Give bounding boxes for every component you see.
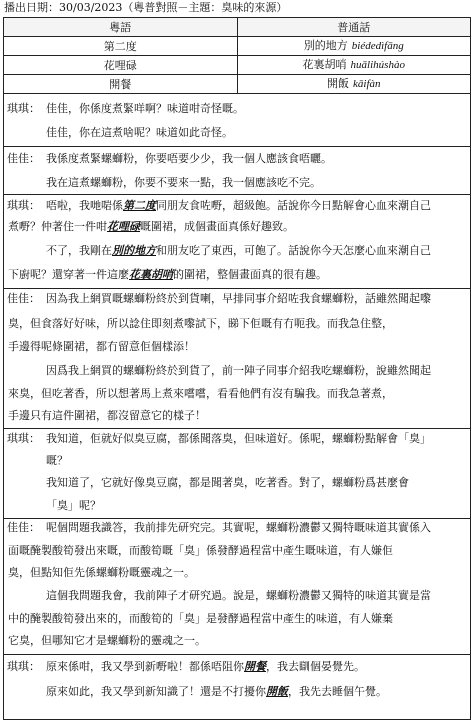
dialogue-line-cantonese: 呢個問題我識答，我前排先研究完。其實呢，螺螄粉濃鬱又獨特嘅味道其實係入 [46, 521, 431, 534]
dialogue-line-cantonese: 臭，但點知佢先係螺螄粉嘅靈魂之一。 [8, 566, 195, 579]
turn-divider [3, 288, 471, 289]
dialogue-line-mandarin: 它臭，但哪知它才是螺螄粉的靈魂之一。 [8, 634, 206, 647]
dialogue-frame-right [470, 94, 471, 720]
vocab-cantonese: 花哩碌 [4, 56, 238, 75]
vocab-header-row [4, 18, 471, 37]
dialogue-line-mandarin: 這個我問題我會，我前陣子才研究過。說是，螺螄粉濃鬱又獨特的味道其實是當 [46, 589, 431, 602]
turn-divider [3, 654, 471, 655]
vocab-mandarin: 花裏胡哨 huālihúshào [237, 56, 471, 75]
dialogue-line-cantonese: 因為我上網買嘅螺螄粉終於到貨喇，早排同事介紹咗我食螺螄粉，話雖然聞起嚟 [46, 292, 431, 305]
vocab-row [4, 37, 471, 56]
dialogue-line-mandarin: 因爲我上網買的螺螄粉終於到貨了，前一陣子同事介紹我吃螺螄粉，說雖然聞起 [46, 364, 431, 377]
dialogue-line-mandarin: 我知道了，它就好像臭豆腐，都是聞著臭，吃著香。對了，螺螄粉爲甚麼會 [46, 476, 409, 489]
pinyin: kāifàn [353, 78, 381, 90]
dialogue-line-mandarin: 「臭」呢？ [46, 499, 101, 512]
turn-divider [3, 428, 471, 429]
dialogue-line-cantonese: 煮嘢？仲著住一件咁花哩碌嘅圍裙，成個畫面真係好趣致。 [8, 220, 294, 233]
speaker-label: 琪琪： [7, 199, 40, 212]
dialogue-line-mandarin: 我在這煮螺螄粉，你要不要來一點，我一個應該吃不完。 [46, 176, 321, 189]
turn-divider [3, 518, 471, 519]
dialogue-line-cantonese: 佳佳，你係度煮緊咩啊？味道咁奇怪嘅。 [46, 102, 244, 115]
col-cantonese: 粵語 [4, 18, 238, 37]
dialogue-line-cantonese: 臭，但食落好好味，所以諗住即刻煮嚟試下，睇下佢嘅有冇呃我。而我急住整， [8, 317, 393, 330]
vocabulary-table [3, 17, 471, 94]
dialogue-line-mandarin: 來臭，但吃著香，所以想著馬上煮來嚐嚐，看看他們有沒有騙我。而我急著煮， [8, 387, 393, 400]
dialogue-line-cantonese: 面嘅醃製酸筍發出來嘅，而酸筍嘅「臭」係發酵過程當中產生嘅味道，有人嫌佢 [8, 544, 393, 557]
dialogue-line-mandarin: 原來如此，我又學到新知識了！還是不打擾你開飯，我先去睡個午覺。 [46, 685, 387, 698]
speaker-label: 佳佳： [7, 521, 40, 534]
dialogue-line-cantonese: 唔啦，我哋啱係第二度同朋友食咗嘢，超級飽。話說你今日點解會心血來潮自己 [46, 199, 431, 212]
vocab-row [4, 75, 471, 94]
bottom-border [3, 719, 471, 720]
vocab-cantonese: 第二度 [4, 37, 238, 56]
speaker-label: 佳佳： [7, 292, 40, 305]
col-mandarin: 普通話 [237, 18, 471, 37]
dialogue-line-mandarin: 不了，我剛在別的地方和朋友吃了東西，可飽了。話說你今天怎麼心血來潮自己 [46, 244, 431, 257]
turn-divider [3, 146, 471, 147]
dialogue-line-mandarin: 佳佳，你在這煮啥呢？味道如此奇怪。 [46, 126, 233, 139]
turn-divider [3, 194, 471, 195]
dialogue-line-cantonese: 我知道，佢就好似臭豆腐，都係聞落臭，但味道好。係呢，螺螄粉點解會「臭」 [46, 432, 431, 445]
highlighted-term: 花哩碌 [107, 220, 140, 233]
dialogue-line-cantonese: 嘅？ [46, 454, 68, 467]
pinyin: huālihúshào [350, 59, 405, 71]
highlighted-term: 花裏胡哨 [129, 268, 173, 281]
dialogue-line-cantonese: 手邊得呢條圍裙，都冇留意佢個樣添！ [8, 340, 195, 353]
speaker-label: 琪琪： [7, 432, 40, 445]
pinyin: biédedìfāng [351, 40, 404, 52]
dialogue-line-cantonese: 原來係咁，我又學到新嘢啦！都係唔阻你開餐，我去瞓個晏覺先。 [46, 660, 365, 673]
broadcast-date-header: 播出日期：30/03/2023（粵普對照－主題：臭味的來源） [4, 1, 288, 14]
highlighted-term: 別的地方 [112, 244, 156, 257]
dialogue-line-mandarin: 手邊只有這件圍裙，都沒留意它的樣子！ [8, 409, 206, 422]
highlighted-term: 開飯 [266, 685, 288, 698]
speaker-label: 琪琪： [7, 660, 40, 673]
vocab-mandarin: 別的地方 biédedìfāng [237, 37, 471, 56]
dialogue-line-mandarin: 中的醃製酸筍發出來的，而酸筍的「臭」是發酵過程當中產生的味道，有人嫌棄 [8, 612, 393, 625]
vocab-mandarin: 開飯 kāifàn [237, 75, 471, 94]
dialogue-line-cantonese: 我係度煮緊螺螄粉，你要唔要少少，我一個人應該食唔曬。 [46, 152, 332, 165]
highlighted-term: 第二度 [123, 199, 156, 212]
highlighted-term: 開餐 [244, 660, 266, 673]
vocab-cantonese: 開餐 [4, 75, 238, 94]
dialogue-line-mandarin: 下廚呢？還穿著一件這麼花裏胡哨的圍裙，整個畫面真的很有趣。 [8, 268, 327, 281]
speaker-label: 琪琪： [7, 102, 40, 115]
speaker-label: 佳佳： [7, 152, 40, 165]
dialogue-frame-left [3, 94, 4, 720]
vocab-row [4, 56, 471, 75]
